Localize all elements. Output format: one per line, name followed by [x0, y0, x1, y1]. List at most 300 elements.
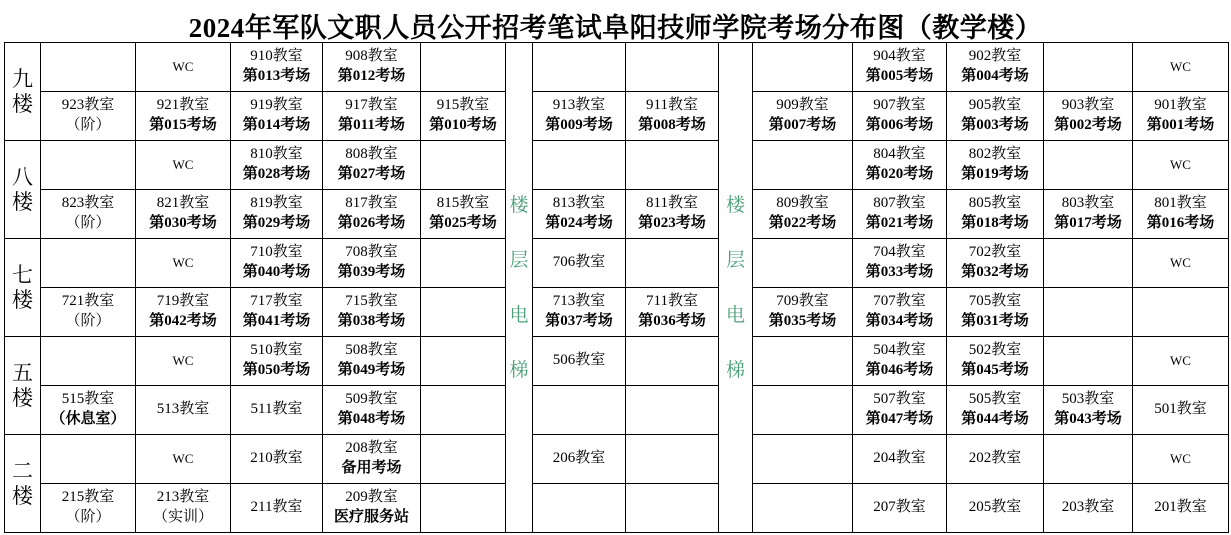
room-number-label: 909教室	[776, 97, 829, 114]
wc-cell	[136, 337, 231, 386]
room-number-label: 808教室	[345, 146, 398, 163]
exam-site-label: 第023考场	[638, 215, 706, 231]
room-cell	[947, 484, 1044, 533]
room-cell	[626, 288, 719, 337]
floor-label-char: 二	[12, 458, 33, 483]
empty-cell	[421, 288, 506, 337]
floor-label-char: 八	[12, 164, 33, 189]
elevator-column-right	[719, 43, 753, 533]
empty-cell	[753, 484, 853, 533]
empty-cell	[626, 141, 719, 190]
exam-site-label: 第010考场	[429, 117, 497, 133]
elevator-label-char: 楼	[725, 194, 745, 216]
room-cell	[41, 190, 136, 239]
room-number-label: 902教室	[968, 48, 1022, 65]
empty-cell	[421, 386, 506, 435]
exam-site-label: 第033考场	[865, 264, 934, 280]
elevator-label	[506, 45, 532, 531]
elevator-label-char: 电	[509, 304, 529, 326]
exam-site-label: 第043考场	[1054, 411, 1122, 427]
room-cell	[853, 288, 947, 337]
room-cell	[41, 288, 136, 337]
room-number-label: 805教室	[968, 195, 1022, 212]
wc-cell	[1133, 239, 1229, 288]
empty-cell	[421, 337, 506, 386]
wc-cell	[136, 239, 231, 288]
exam-site-label: 第039考场	[337, 264, 406, 280]
exam-site-label: 第011考场	[338, 117, 405, 133]
room-cell	[533, 190, 626, 239]
room-number-label: 207教室	[873, 499, 926, 516]
room-note-label: （阶）	[65, 313, 111, 329]
table-row	[5, 92, 1229, 141]
exam-site-label: 第035考场	[768, 313, 837, 329]
room-number-label: 923教室	[61, 97, 115, 114]
room-cell	[323, 435, 421, 484]
room-number-label: 904教室	[873, 48, 926, 65]
wc-cell	[136, 43, 231, 92]
room-cell	[853, 239, 947, 288]
wc-label: WC	[172, 255, 194, 271]
room-cell	[323, 43, 421, 92]
elevator-label-char: 楼	[509, 194, 529, 216]
empty-cell	[421, 239, 506, 288]
wc-cell	[1133, 435, 1229, 484]
room-number-label: 709教室	[776, 293, 829, 310]
room-number-label: 813教室	[552, 195, 606, 212]
empty-cell	[421, 484, 506, 533]
room-number-label: 702教室	[968, 244, 1022, 261]
floor-label-char: 楼	[12, 190, 33, 214]
exam-site-label: 第037考场	[545, 313, 613, 329]
room-number-label: 803教室	[1061, 195, 1115, 212]
exam-site-label: 第042考场	[149, 313, 217, 329]
room-number-label: 201教室	[1154, 499, 1207, 516]
wc-label: WC	[1170, 255, 1191, 271]
room-number-label: 708教室	[345, 244, 398, 261]
exam-site-label: 第014考场	[242, 117, 311, 133]
floor-label-char: 楼	[12, 386, 33, 410]
room-number-label: 823教室	[61, 195, 115, 212]
exam-site-label: 第015考场	[149, 117, 217, 133]
room-cell	[41, 386, 136, 435]
room-cell	[231, 288, 323, 337]
room-number-label: 504教室	[873, 342, 926, 359]
table-row	[5, 141, 1229, 190]
room-cell	[626, 190, 719, 239]
empty-cell	[533, 141, 626, 190]
room-number-label: 511教室	[250, 401, 303, 418]
room-number-label: 815教室	[436, 195, 490, 212]
room-cell	[231, 43, 323, 92]
empty-cell	[626, 435, 719, 484]
room-cell	[947, 386, 1044, 435]
room-number-label: 817教室	[345, 195, 398, 212]
room-cell	[1133, 92, 1229, 141]
exam-site-label: 第032考场	[961, 264, 1029, 280]
elevator-label-char: 梯	[725, 359, 745, 381]
wc-label: WC	[1170, 59, 1191, 75]
exam-site-label: 第048考场	[337, 411, 406, 427]
room-cell	[323, 190, 421, 239]
floor-label	[5, 166, 40, 213]
room-cell	[533, 92, 626, 141]
room-number-label: 810教室	[250, 146, 303, 163]
room-number-label: 510教室	[250, 342, 303, 359]
exam-site-label: 第020考场	[865, 166, 934, 182]
exam-site-label: 第006考场	[865, 117, 934, 133]
room-number-label: 505教室	[968, 391, 1022, 408]
room-number-label: 705教室	[968, 293, 1022, 310]
room-number-label: 507教室	[873, 391, 926, 408]
exam-site-label: 第025考场	[429, 215, 497, 231]
room-cell	[1133, 484, 1229, 533]
room-cell	[231, 239, 323, 288]
room-cell	[853, 337, 947, 386]
room-cell	[626, 92, 719, 141]
room-number-label: 910教室	[250, 48, 303, 65]
floor-label-cell	[5, 239, 41, 337]
empty-cell	[41, 435, 136, 484]
room-cell	[421, 190, 506, 239]
room-cell	[753, 92, 853, 141]
exam-site-label: 第004考场	[961, 68, 1029, 84]
room-number-label: 711教室	[646, 293, 698, 310]
room-cell	[1044, 92, 1133, 141]
elevator-label-char: 梯	[509, 359, 529, 381]
empty-cell	[421, 43, 506, 92]
room-number-label: 915教室	[436, 97, 490, 114]
wc-cell	[136, 435, 231, 484]
room-cell	[947, 43, 1044, 92]
room-number-label: 204教室	[873, 450, 926, 467]
room-cell	[853, 141, 947, 190]
wc-label: WC	[172, 451, 194, 467]
wc-cell	[136, 141, 231, 190]
empty-cell	[753, 337, 853, 386]
exam-site-label: 第045考场	[961, 362, 1029, 378]
room-cell	[947, 141, 1044, 190]
room-cell	[947, 190, 1044, 239]
room-number-label: 209教室	[345, 489, 398, 506]
room-number-label: 206教室	[552, 450, 606, 467]
exam-site-label: 第050考场	[242, 362, 311, 378]
room-number-label: 719教室	[156, 293, 210, 310]
room-number-label: 917教室	[345, 97, 398, 114]
room-number-label: 903教室	[1061, 97, 1115, 114]
empty-cell	[626, 43, 719, 92]
exam-site-label: 第018考场	[961, 215, 1029, 231]
exam-site-label: 第049考场	[337, 362, 406, 378]
room-number-label: 715教室	[345, 293, 398, 310]
floor-label	[5, 362, 40, 409]
empty-cell	[626, 337, 719, 386]
exam-site-label: 第017考场	[1054, 215, 1122, 231]
exam-site-label: 第031考场	[961, 313, 1029, 329]
empty-cell	[1044, 337, 1133, 386]
elevator-label-char: 电	[725, 304, 745, 326]
room-cell	[136, 92, 231, 141]
floor-label-char: 楼	[12, 92, 33, 116]
exam-site-label: 第046考场	[865, 362, 934, 378]
room-cell	[947, 92, 1044, 141]
room-cell	[853, 386, 947, 435]
room-cell	[853, 190, 947, 239]
wc-label: WC	[1170, 157, 1191, 173]
exam-site-label: （休息室）	[50, 411, 126, 427]
exam-site-label: 第003考场	[961, 117, 1029, 133]
room-number-label: 210教室	[250, 450, 303, 467]
room-note-label: （阶）	[65, 509, 111, 525]
room-number-label: 821教室	[156, 195, 210, 212]
room-number-label: 502教室	[968, 342, 1022, 359]
exam-site-label: 医疗服务站	[333, 509, 409, 525]
empty-cell	[1044, 435, 1133, 484]
room-cell	[1133, 190, 1229, 239]
room-cell	[41, 92, 136, 141]
room-cell	[323, 386, 421, 435]
room-number-label: 921教室	[156, 97, 210, 114]
table-row	[5, 435, 1229, 484]
wc-cell	[1133, 337, 1229, 386]
exam-site-label: 第036考场	[638, 313, 706, 329]
room-number-label: 513教室	[156, 401, 210, 418]
room-note-label: （实训）	[152, 509, 213, 525]
table-row	[5, 43, 1229, 92]
room-cell	[1133, 386, 1229, 435]
room-cell	[753, 190, 853, 239]
empty-cell	[626, 239, 719, 288]
page-title: 2024年军队文职人员公开招考笔试阜阳技师学院考场分布图（教学楼）	[188, 13, 1043, 43]
wc-label: WC	[1170, 451, 1191, 467]
floor-label-cell	[5, 43, 41, 141]
table-row	[5, 239, 1229, 288]
room-number-label: 911教室	[646, 97, 698, 114]
room-cell	[1044, 386, 1133, 435]
room-number-label: 205教室	[968, 499, 1022, 516]
floor-label-char: 七	[12, 262, 33, 287]
room-number-label: 901教室	[1154, 97, 1207, 114]
room-cell	[231, 141, 323, 190]
elevator-label-char: 层	[725, 249, 745, 271]
room-number-label: 804教室	[873, 146, 926, 163]
exam-site-label: 第022考场	[768, 215, 837, 231]
exam-site-label: 第030考场	[149, 215, 217, 231]
exam-site-label: 第005考场	[865, 68, 934, 84]
wc-label: WC	[172, 59, 194, 75]
exam-site-label: 第019考场	[961, 166, 1029, 182]
room-cell	[947, 288, 1044, 337]
table-row	[5, 288, 1229, 337]
room-number-label: 919教室	[250, 97, 303, 114]
room-cell	[853, 435, 947, 484]
exam-site-label: 第009考场	[545, 117, 613, 133]
room-number-label: 501教室	[1154, 401, 1207, 418]
room-number-label: 811教室	[646, 195, 698, 212]
exam-site-label: 第034考场	[865, 313, 934, 329]
room-cell	[323, 239, 421, 288]
exam-site-label: 第041考场	[242, 313, 311, 329]
room-cell	[136, 288, 231, 337]
empty-cell	[533, 386, 626, 435]
room-number-label: 704教室	[873, 244, 926, 261]
room-number-label: 721教室	[61, 293, 115, 310]
room-cell	[231, 92, 323, 141]
room-number-label: 801教室	[1154, 195, 1207, 212]
empty-cell	[41, 43, 136, 92]
room-number-label: 211教室	[250, 499, 303, 516]
room-number-label: 508教室	[345, 342, 398, 359]
table-row	[5, 190, 1229, 239]
room-number-label: 717教室	[250, 293, 303, 310]
empty-cell	[753, 435, 853, 484]
room-cell	[421, 92, 506, 141]
exam-site-label: 第012考场	[337, 68, 406, 84]
room-number-label: 809教室	[776, 195, 829, 212]
room-number-label: 913教室	[552, 97, 606, 114]
exam-site-label: 第008考场	[638, 117, 706, 133]
exam-site-label: 第028考场	[242, 166, 311, 182]
empty-cell	[533, 43, 626, 92]
elevator-column-left	[506, 43, 533, 533]
room-cell	[947, 435, 1044, 484]
empty-cell	[421, 435, 506, 484]
room-number-label: 506教室	[552, 352, 606, 369]
empty-cell	[1044, 141, 1133, 190]
exam-site-label: 第024考场	[545, 215, 613, 231]
exam-site-label: 备用考场	[341, 460, 402, 476]
floor-label	[5, 264, 40, 311]
wc-label: WC	[172, 157, 194, 173]
room-number-label: 710教室	[250, 244, 303, 261]
room-number-label: 215教室	[61, 489, 115, 506]
room-cell	[136, 484, 231, 533]
floor-label-char: 楼	[12, 484, 33, 508]
exam-site-label: 第027考场	[337, 166, 406, 182]
table-row	[5, 386, 1229, 435]
exam-site-label: 第007考场	[768, 117, 837, 133]
elevator-label-char: 层	[509, 249, 529, 271]
room-cell	[323, 337, 421, 386]
room-cell	[323, 92, 421, 141]
empty-cell	[533, 484, 626, 533]
table-row	[5, 484, 1229, 533]
floor-label-cell	[5, 435, 41, 533]
room-cell	[853, 43, 947, 92]
room-number-label: 706教室	[552, 254, 606, 271]
empty-cell	[1133, 288, 1229, 337]
empty-cell	[1044, 239, 1133, 288]
floor-label	[5, 68, 40, 115]
floor-label-char: 五	[12, 360, 33, 385]
empty-cell	[1044, 43, 1133, 92]
room-cell	[533, 337, 626, 386]
empty-cell	[753, 43, 853, 92]
room-cell	[853, 484, 947, 533]
room-cell	[533, 288, 626, 337]
empty-cell	[41, 337, 136, 386]
exam-site-label: 第044考场	[961, 411, 1029, 427]
room-cell	[753, 288, 853, 337]
table-row	[5, 337, 1229, 386]
wc-label: WC	[1170, 353, 1191, 369]
exam-site-label: 第001考场	[1146, 117, 1215, 133]
floor-label	[5, 460, 40, 507]
exam-site-label: 第038考场	[337, 313, 406, 329]
room-number-label: 907教室	[873, 97, 926, 114]
room-cell	[533, 239, 626, 288]
room-cell	[323, 484, 421, 533]
room-cell	[231, 190, 323, 239]
wc-cell	[1133, 141, 1229, 190]
room-number-label: 807教室	[873, 195, 926, 212]
room-number-label: 905教室	[968, 97, 1022, 114]
room-note-label: （阶）	[65, 215, 111, 231]
room-number-label: 713教室	[552, 293, 606, 310]
room-number-label: 819教室	[250, 195, 303, 212]
room-cell	[947, 239, 1044, 288]
exam-site-label: 第040考场	[242, 264, 311, 280]
room-cell	[231, 484, 323, 533]
room-cell	[1044, 484, 1133, 533]
empty-cell	[41, 239, 136, 288]
room-note-label: （阶）	[65, 117, 111, 133]
exam-site-label: 第002考场	[1054, 117, 1122, 133]
wc-label: WC	[172, 353, 194, 369]
floor-label-cell	[5, 141, 41, 239]
room-cell	[947, 337, 1044, 386]
empty-cell	[753, 141, 853, 190]
room-cell	[231, 386, 323, 435]
room-number-label: 203教室	[1061, 499, 1115, 516]
room-cell	[136, 386, 231, 435]
room-cell	[136, 190, 231, 239]
exam-site-label: 第029考场	[242, 215, 311, 231]
exam-site-label: 第013考场	[242, 68, 311, 84]
room-cell	[1044, 190, 1133, 239]
room-cell	[231, 435, 323, 484]
room-number-label: 515教室	[61, 391, 115, 408]
room-number-label: 707教室	[873, 293, 926, 310]
room-number-label: 509教室	[345, 391, 398, 408]
empty-cell	[41, 141, 136, 190]
wc-cell	[1133, 43, 1229, 92]
empty-cell	[1044, 288, 1133, 337]
floor-label-char: 楼	[12, 288, 33, 312]
room-cell	[323, 288, 421, 337]
exam-site-label: 第026考场	[337, 215, 406, 231]
room-number-label: 802教室	[968, 146, 1022, 163]
room-cell	[231, 337, 323, 386]
exam-site-label: 第047考场	[865, 411, 934, 427]
empty-cell	[421, 141, 506, 190]
room-number-label: 213教室	[156, 489, 210, 506]
room-cell	[41, 484, 136, 533]
room-cell	[533, 435, 626, 484]
room-cell	[323, 141, 421, 190]
room-number-label: 208教室	[345, 440, 398, 457]
exam-site-label: 第016考场	[1146, 215, 1215, 231]
empty-cell	[626, 386, 719, 435]
exam-site-label: 第021考场	[865, 215, 934, 231]
room-number-label: 503教室	[1061, 391, 1115, 408]
room-cell	[853, 92, 947, 141]
empty-cell	[753, 386, 853, 435]
room-number-label: 908教室	[345, 48, 398, 65]
room-number-label: 202教室	[968, 450, 1022, 467]
floor-label-char: 九	[12, 66, 33, 91]
classroom-distribution-table	[4, 42, 1229, 533]
